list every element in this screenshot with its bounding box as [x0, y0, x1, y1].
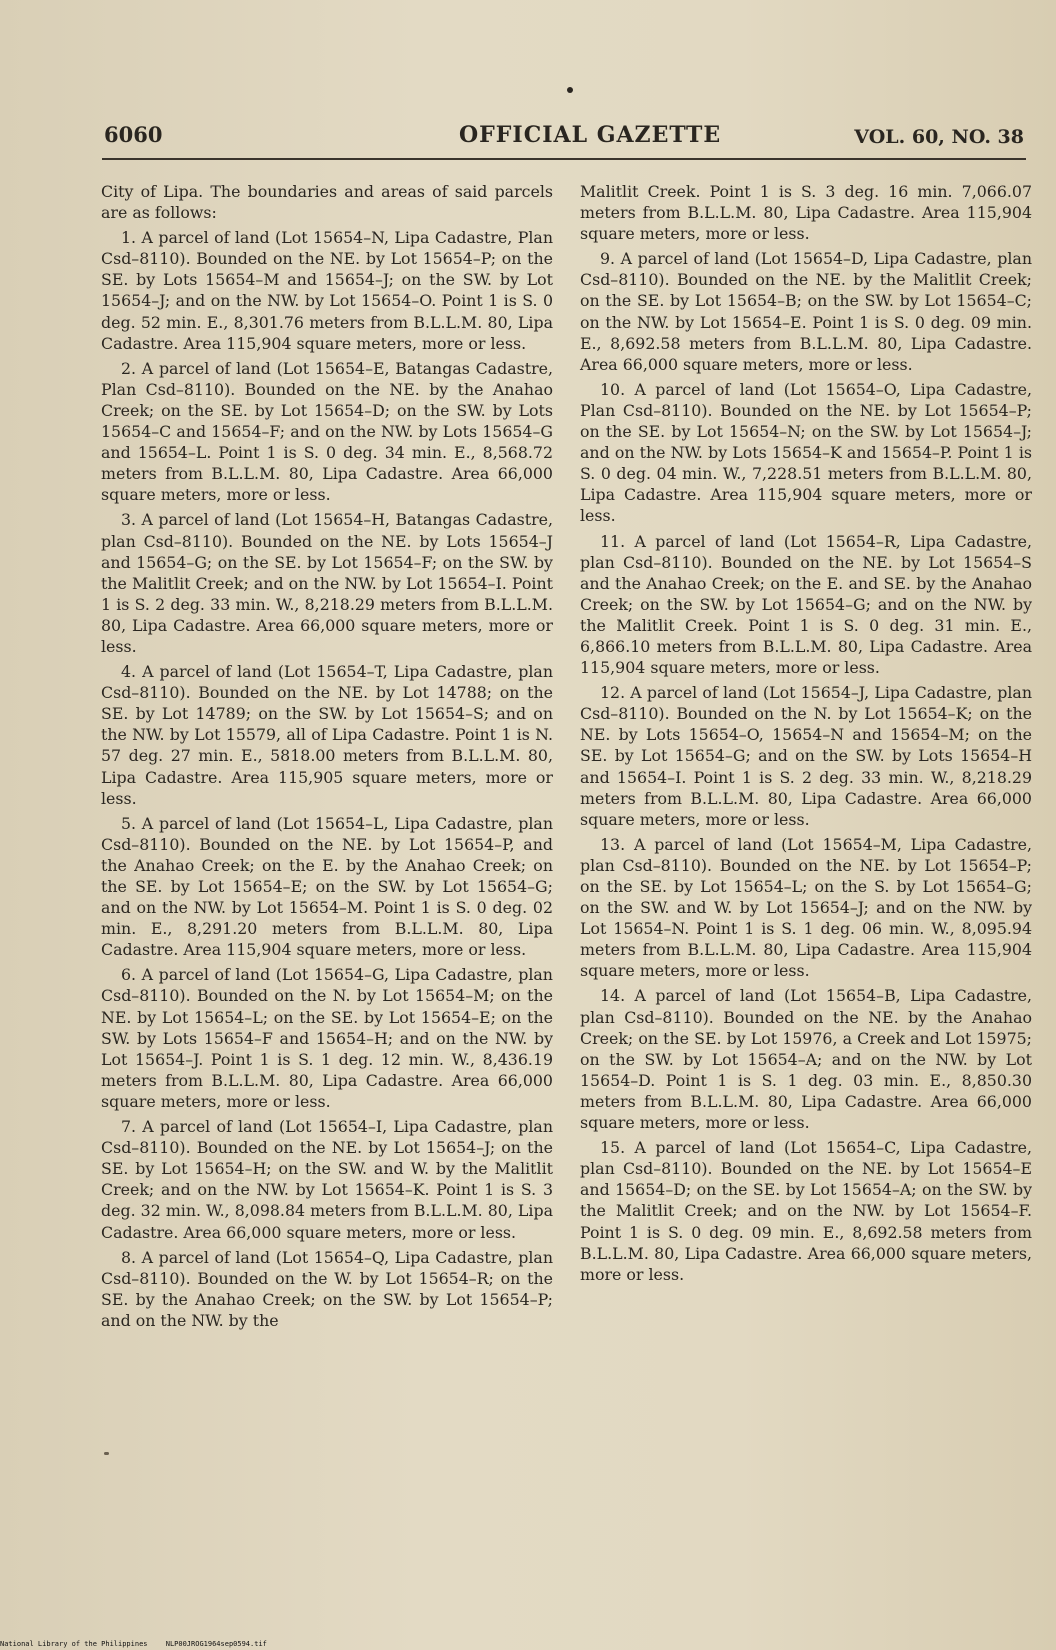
paragraph: 13. A parcel of land (Lot 15654–M, Lipa Cadastre, plan Csd–8110). Bounded on the NE. by Lot 15654–P; on the SE. by Lot 15654–L; on the S. by Lot 15654–G; on the SW. and W. by Lot 15654–J; and on the NW. by Lot 15654–N. Point 1 is S. 1 deg. 06 min. W., 8,095.94 meters from B.L.L.M. 80, Lipa Cadastre. Area 115,904 square meters, more or less.	[580, 834, 1032, 981]
scan-footer	[0, 1640, 281, 1648]
paragraph: 10. A parcel of land (Lot 15654–O, Lipa Cadastre, Plan Csd–8110). Bounded on the NE. by Lot 15654–P; on the SE. by Lot 15654–N; on the SW. by Lot 15654–J; and on the NW. by Lots 15654–K and 15654–P. Point 1 is S. 0 deg. 04 min. W., 7,228.51 meters from B.L.L.M. 80, Lipa Cadastre. Area 115,904 square meters, more or less.	[580, 379, 1032, 526]
paragraph: Malitlit Creek. Point 1 is S. 3 deg. 16 min. 7,066.07 meters from B.L.L.M. 80, Lipa Cadastre. Area 115,904 square meters, more or less.	[580, 182, 1032, 244]
ink-mark	[104, 1452, 109, 1455]
library-credit: National Library of the Philippines	[0, 1640, 148, 1648]
paragraph: 3. A parcel of land (Lot 15654–H, Batangas Cadastre, plan Csd–8110). Bounded on the NE. by Lots 15654–J and 15654–G; on the SE. by Lot 15654–F; on the SW. by the Malitlit Creek; and on the NW. by Lot 15654–I. Point 1 is S. 2 deg. 33 min. W., 8,218.29 meters from B.L.L.M. 80, Lipa Cadastre. Area 66,000 square meters, more or less.	[101, 510, 553, 656]
page-header	[104, 118, 1024, 152]
paragraph: 4. A parcel of land (Lot 15654–T, Lipa Cadastre, plan Csd–8110). Bounded on the NE. by Lot 14788; on the SE. by Lot 14789; on the SW. by Lot 15654–S; and on the NW. by Lot 15579, all of Lipa Cadastre. Point 1 is N. 57 deg. 27 min. E., 5818.00 meters from B.L.L.M. 80, Lipa Cadastre. Area 115,905 square meters, more or less.	[101, 662, 553, 808]
paragraph: 6. A parcel of land (Lot 15654–G, Lipa Cadastre, plan Csd–8110). Bounded on the N. by Lot 15654–M; on the NE. by Lot 15654–L; on the SE. by Lot 15654–E; on the SW. by Lots 15654–F and 15654–H; and on the NW. by Lot 15654–J. Point 1 is S. 1 deg. 12 min. W., 8,436.19 meters from B.L.L.M. 80, Lipa Cadastre. Area 66,000 square meters, more or less.	[101, 965, 553, 1111]
paragraph: 7. A parcel of land (Lot 15654–I, Lipa Cadastre, plan Csd–8110). Bounded on the NE. by Lot 15654–J; on the SE. by Lot 15654–H; on the SW. and W. by the Malitlit Creek; and on the NW. by Lot 15654–K. Point 1 is S. 3 deg. 32 min. W., 8,098.84 meters from B.L.L.M. 80, Lipa Cadastre. Area 66,000 square meters, more or less.	[101, 1117, 553, 1242]
paragraph: 11. A parcel of land (Lot 15654–R, Lipa Cadastre, plan Csd–8110). Bounded on the NE. by Lot 15654–S and the Anahao Creek; on the E. and SE. by the Anahao Creek; on the SW. by Lot 15654–G; and on the NW. by the Malitlit Creek. Point 1 is S. 0 deg. 31 min. E., 6,866.10 meters from B.L.L.M. 80, Lipa Cadastre. Area 115,904 square meters, more or less.	[580, 531, 1032, 678]
paragraph: 9. A parcel of land (Lot 15654–D, Lipa Cadastre, plan Csd–8110). Bounded on the NE. by the Malitlit Creek; on the SE. by Lot 15654–B; on the SW. by Lot 15654–C; on the NW. by Lot 15654–E. Point 1 is S. 0 deg. 09 min. E., 8,692.58 meters from B.L.L.M. 80, Lipa Cadastre. Area 66,000 square meters, more or less.	[580, 249, 1032, 374]
scan-filename: NLP00JROG1964sep0594.tif	[165, 1640, 267, 1648]
paragraph: 15. A parcel of land (Lot 15654–C, Lipa Cadastre, plan Csd–8110). Bounded on the NE. by Lot 15654–E and 15654–D; on the SE. by Lot 15654–A; on the SW. by the Malitlit Creek; and on the NW. by Lot 15654–F. Point 1 is S. 0 deg. 09 min. E., 8,692.58 meters from B.L.L.M. 80, Lipa Cadastre. Area 66,000 square meters, more or less.	[580, 1138, 1032, 1284]
paragraph: City of Lipa. The boundaries and areas of said parcels are as follows:	[101, 182, 553, 223]
page-number: 6060	[104, 122, 163, 147]
paragraph: 2. A parcel of land (Lot 15654–E, Batangas Cadastre, Plan Csd–8110). Bounded on the NE. by the Anahao Creek; on the SE. by Lot 15654–D; on the SW. by Lots 15654–C and 15654–F; and on the NW. by Lots 15654–G and 15654–L. Point 1 is S. 0 deg. 34 min. E., 8,568.72 meters from B.L.L.M. 80, Lipa Cadastre. Area 66,000 square meters, more or less.	[101, 358, 553, 505]
header-rule	[102, 158, 1026, 160]
paragraph: 5. A parcel of land (Lot 15654–L, Lipa Cadastre, plan Csd–8110). Bounded on the NE. by Lot 15654–P, and the Anahao Creek; on the E. by the Anahao Creek; on the SE. by Lot 15654–E; on the SW. by Lot 15654–G; and on the NW. by Lot 15654–M. Point 1 is S. 0 deg. 02 min. E., 8,291.20 meters from B.L.L.M. 80, Lipa Cadastre. Area 115,904 square meters, more or less.	[101, 813, 553, 960]
publication-title: OFFICIAL GAZETTE	[459, 122, 722, 148]
volume-label: VOL. 60, NO. 38	[854, 126, 1024, 148]
paragraph: 8. A parcel of land (Lot 15654–Q, Lipa Cadastre, plan Csd–8110). Bounded on the W. by Lot 15654–R; on the SE. by the Anahao Creek; on the SW. by Lot 15654–P; and on the NW. by the	[101, 1247, 553, 1330]
page-mark	[567, 87, 573, 93]
right-column	[580, 181, 1032, 1289]
paragraph: 1. A parcel of land (Lot 15654–N, Lipa Cadastre, Plan Csd–8110). Bounded on the NE. by Lot 15654–P; on the SE. by Lots 15654–M and 15654–J; on the SW. by Lot 15654–J; and on the NW. by Lot 15654–O. Point 1 is S. 0 deg. 52 min. E., 8,301.76 meters from B.L.L.M. 80, Lipa Cadastre. Area 115,904 square meters, more or less.	[101, 228, 553, 353]
paragraph: 12. A parcel of land (Lot 15654–J, Lipa Cadastre, plan Csd–8110). Bounded on the N. by Lot 15654–K; on the NE. by Lots 15654–O, 15654–N and 15654–M; on the SE. by Lot 15654–G; and on the SW. by Lots 15654–H and 15654–I. Point 1 is S. 2 deg. 33 min. W., 8,218.29 meters from B.L.L.M. 80, Lipa Cadastre. Area 66,000 square meters, more or less.	[580, 683, 1032, 829]
paragraph: 14. A parcel of land (Lot 15654–B, Lipa Cadastre, plan Csd–8110). Bounded on the NE. by the Anahao Creek; on the SE. by Lot 15976, a Creek and Lot 15975; on the SW. by Lot 15654–A; and on the NW. by Lot 15654–D. Point 1 is S. 1 deg. 03 min. E., 8,850.30 meters from B.L.L.M. 80, Lipa Cadastre. Area 66,000 square meters, more or less.	[580, 986, 1032, 1133]
left-column	[101, 181, 553, 1335]
